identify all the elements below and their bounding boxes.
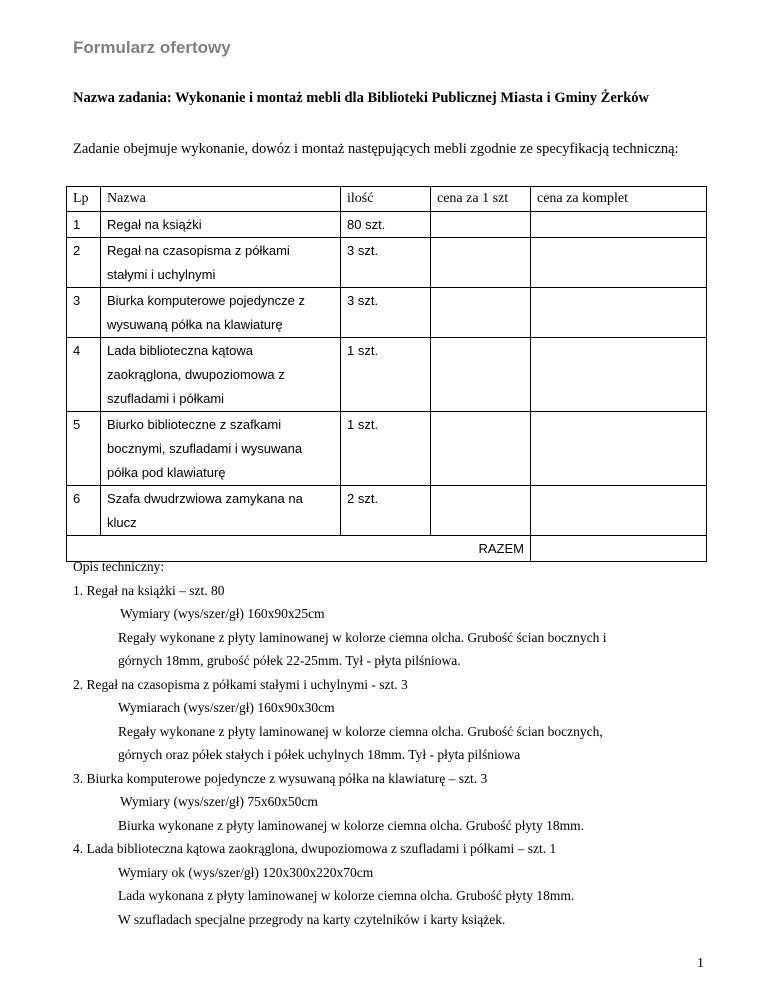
row-name-line: klucz [107,515,137,530]
item-title: 1. Regał na książki – szt. 80 [73,582,225,598]
row-qty: 80 szt. [341,212,431,238]
technical-description [73,555,713,931]
row-qty: 3 szt. [341,288,431,338]
item-detail-line: górnych oraz półek stałych i półek uchylnych 18mm. Tył - płyta pilśniowa [118,747,521,762]
row-name-line: Szafa dwudrzwiowa zamykana na [107,491,303,506]
item-detail-line: Biurka wykonane z płyty laminowanej w kolorze ciemna olcha. Grubość płyty 18mm. [118,817,585,833]
row-name [101,412,341,486]
row-lp: 4 [67,338,101,412]
row-name-line: szufladami i półkami [107,391,225,406]
row-qty: 1 szt. [341,338,431,412]
row-name-line: wysuwaną półka na klawiaturę [107,317,283,332]
item-title: 3. Biurka komputerowe pojedyncze z wysuwaną półka na klawiaturę – szt. 3 [73,770,488,786]
row-name [101,238,341,288]
row-unit-price-cell [431,486,531,536]
header-qty: ilość [341,187,431,212]
row-name-line: bocznymi, szufladami i wysuwana [107,441,303,456]
row-unit-price-cell [431,412,531,486]
item-title: 4. Lada biblioteczna kątowa zaokrąglona, dwupoziomowa z szufladami i półkami – szt. 1 [73,841,557,856]
item-title: 2. Regał na czasopisma z półkami stałymi i uchylnymi - szt. 3 [73,676,408,692]
row-name-line: Regał na książki [107,217,202,232]
row-name [101,288,341,338]
item-detail-line: Wymiary ok (wys/szer/gł) 120x300x220x70cm [118,864,374,880]
item-detail-line: Wymiary (wys/szer/gł) 160x90x25cm [120,606,325,621]
row-name-line: Biurko biblioteczne z szafkami [107,417,282,432]
row-name-line: Regał na czasopisma z półkami [107,243,290,258]
row-unit-price-cell [431,212,531,238]
table-row [67,486,707,536]
row-lp: 6 [67,486,101,536]
header-unit-price: cena za 1 szt [431,187,531,212]
row-qty: 3 szt. [341,238,431,288]
row-lp: 5 [67,412,101,486]
row-lp: 1 [67,212,101,238]
form-title: Formularz ofertowy [73,38,231,57]
row-name [101,486,341,536]
row-lp: 3 [67,288,101,338]
item-detail-line: Wymiarach (wys/szer/gł) 160x90x30cm [118,700,335,715]
table-row [67,412,707,486]
description-heading: Opis techniczny: [73,559,165,574]
row-unit-price-cell [431,238,531,288]
item-detail-line: Lada wykonana z płyty laminowanej w kolorze ciemna olcha. Grubość płyty 18mm. [118,888,575,903]
header-name: Nazwa [101,187,341,212]
row-lp: 2 [67,238,101,288]
row-unit-price-cell [431,338,531,412]
row-name-line: stałymi i uchylnymi [107,267,216,282]
table-header-row [67,187,707,212]
table-row [67,212,707,238]
row-total-price-cell [531,212,707,238]
row-total-price-cell [531,412,707,486]
row-name-line: zaokrąglona, dwupoziomowa z [107,367,285,382]
row-name [101,338,341,412]
row-total-price-cell [531,238,707,288]
task-name: Nazwa zadania: Wykonanie i montaż mebli dla Biblioteki Publicznej Miasta i Gminy Żerków [73,90,649,106]
row-name-line: Lada biblioteczna kątowa [107,343,253,358]
table-row [67,338,707,412]
row-total-price-cell [531,486,707,536]
row-qty: 1 szt. [341,412,431,486]
furniture-table [66,186,707,562]
row-name-line: półka pod klawiaturę [107,465,226,480]
item-detail-line: Regały wykonane z płyty laminowanej w kolorze ciemna olcha. Grubość ścian bocznych i [118,629,607,645]
total-label: RAZEM [67,536,531,562]
header-lp: Lp [67,187,101,212]
item-detail-line: Regały wykonane z płyty laminowanej w kolorze ciemna olcha. Grubość ścian bocznych, [118,723,603,739]
table-row [67,288,707,338]
intro-paragraph: Zadanie obejmuje wykonanie, dowóz i montaż następujących mebli zgodnie ze specyfikacją techniczną: [73,141,679,157]
row-total-price-cell [531,338,707,412]
row-name-line: Biurka komputerowe pojedyncze z [107,293,305,308]
table-row [67,238,707,288]
row-name [101,212,341,238]
page-number: 1 [697,956,704,971]
item-detail-line: Wymiary (wys/szer/gł) 75x60x50cm [120,794,318,809]
row-total-price-cell [531,288,707,338]
header-total-price: cena za komplet [531,187,707,212]
item-detail-line: W szufladach specjalne przegrody na karty czytelników i karty książek. [118,911,506,927]
row-unit-price-cell [431,288,531,338]
row-qty: 2 szt. [341,486,431,536]
item-detail-line: górnych 18mm, grubość półek 22-25mm. Tył - płyta pilśniowa. [118,653,461,668]
